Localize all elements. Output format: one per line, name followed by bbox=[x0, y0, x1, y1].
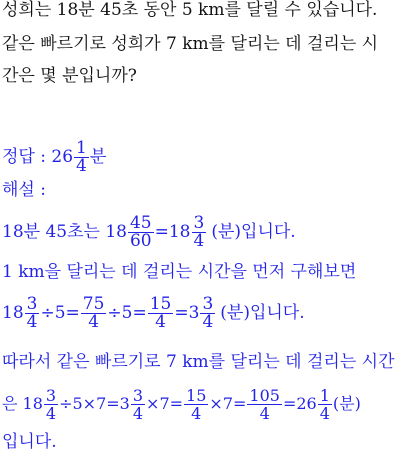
fraction: $\frac{15}{4}$ bbox=[186, 385, 207, 423]
question-line-1: 성희는 18분 45초 동안 5 km를 달릴 수 있습니다. bbox=[2, 0, 378, 20]
fraction: $\frac{3}{4}$ bbox=[193, 212, 205, 251]
explanation-heading: 해설 : bbox=[2, 180, 46, 200]
answer-unit: 분 bbox=[89, 147, 107, 167]
fraction: $\frac{3}{4}$ bbox=[26, 293, 38, 332]
fraction: $\frac{75}{4}$ bbox=[82, 293, 105, 332]
answer-line bbox=[2, 137, 107, 176]
explanation-step-6: 입니다. bbox=[2, 432, 57, 452]
explanation-step-2: 1 km을 달리는 데 걸리는 시간을 먼저 구해보면 bbox=[2, 262, 357, 282]
question-line-3: 간은 몇 분입니까? bbox=[2, 66, 137, 86]
fraction: $\frac{3}{4}$ bbox=[132, 385, 144, 423]
answer-fraction: $\frac{1}{4}$ bbox=[76, 137, 87, 176]
fraction: $\frac{3}{4}$ bbox=[202, 293, 214, 332]
explanation-step-3: 18 $\frac{3}{4}$ ÷5= $\frac{75}{4}$ ÷5= $\frac{15}{4}$ =3 $\frac{3}{4}$ (분)입니다. bbox=[2, 293, 305, 332]
fraction: $\frac{3}{4}$ bbox=[45, 385, 57, 423]
fraction: $\frac{45}{60}$ bbox=[129, 212, 152, 251]
explanation-step-1: 18분 45초는 18 $\frac{45}{60}$ =18 $\frac{3}{4}$ (분)입니다. bbox=[2, 212, 296, 251]
fraction: $\frac{105}{4}$ bbox=[249, 385, 280, 423]
fraction: $\frac{1}{4}$ bbox=[319, 385, 330, 423]
explanation-step-4: 따라서 같은 빠르기로 7 km를 달리는 데 걸리는 시간 bbox=[2, 352, 395, 372]
fraction: $\frac{15}{4}$ bbox=[149, 293, 172, 332]
explanation-step-5: 은 18 $\frac{3}{4}$ ÷5×7=3 $\frac{3}{4}$ ×7= $\frac{15}{4}$ ×7= $\frac{105}{4}$ =26 $\frac{1}{4}$ (분) bbox=[2, 385, 361, 423]
question-line-2: 같은 빠르기로 성희가 7 km를 달리는 데 걸리는 시 bbox=[2, 34, 379, 54]
answer-prefix: 정답 : 26 bbox=[2, 147, 74, 167]
